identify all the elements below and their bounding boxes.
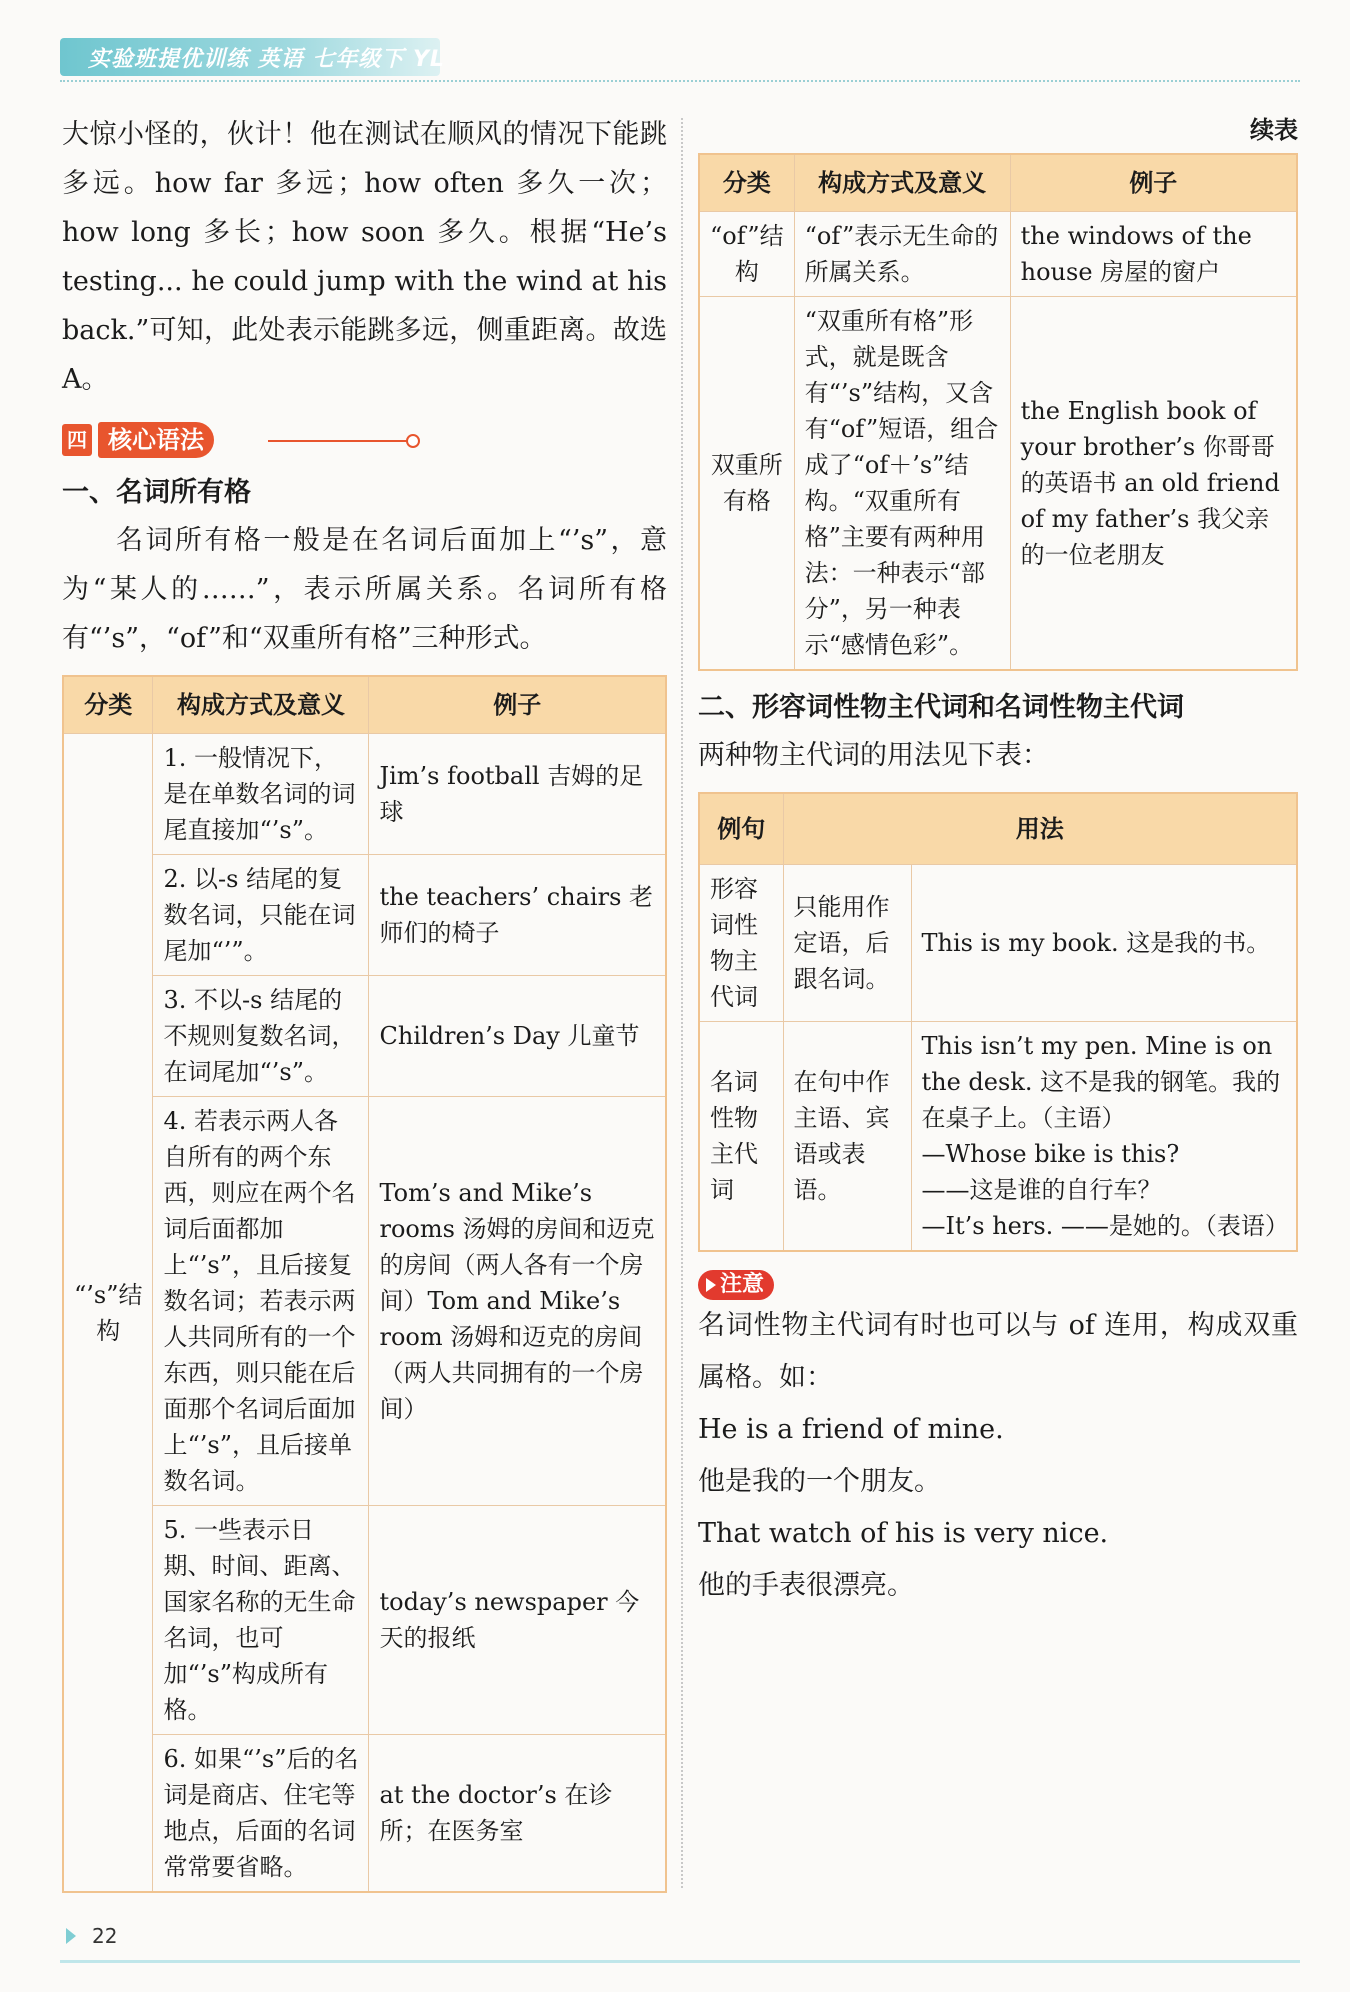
usage-cell: 在句中作主语、宾语或表语。 bbox=[783, 1022, 911, 1252]
table-header: 分类 bbox=[63, 676, 153, 734]
possessive-table bbox=[62, 675, 667, 1893]
continued-table bbox=[698, 153, 1298, 671]
category-cell: 双重所有格 bbox=[699, 297, 794, 671]
intro-paragraph: 大惊小怪的，伙计！他在测试在顺风的情况下能跳多远。how far 多远；how often 多久一次；how long 多长；how soon 多久。根据“He’s testing... he could jump with the wind at his back.”可知，此处表示能跳多远，侧重距离。故选 A。 bbox=[62, 119, 667, 395]
category-cell: “of”结构 bbox=[699, 212, 794, 297]
table-row bbox=[63, 855, 666, 976]
table-header: 用法 bbox=[783, 793, 1297, 865]
continued-label: 续表 bbox=[1250, 116, 1298, 144]
example-cell bbox=[911, 1022, 1297, 1252]
example-cell: Jim’s football 吉姆的足球 bbox=[369, 734, 666, 855]
table-row bbox=[699, 1022, 1297, 1252]
example-line: —Whose bike is this? bbox=[921, 1140, 1180, 1168]
rule-cell: 1. 一般情况下，是在单数名词的词尾直接加“’s”。 bbox=[153, 734, 369, 855]
column-divider bbox=[681, 118, 683, 1888]
example-cell: Children’s Day 儿童节 bbox=[369, 976, 666, 1097]
example-cell: the windows of the house 房屋的窗户 bbox=[1010, 212, 1297, 297]
rule-cell: “双重所有格”形式，就是既含有“’s”结构，又含有“of”短语，组合成了“of＋’s”结构。“双重所有格”主要有两种用法：一种表示“部分”，另一种表示“感情色彩”。 bbox=[794, 297, 1010, 671]
table-row bbox=[63, 1735, 666, 1893]
rule-cell: 5. 一些表示日期、时间、距离、国家名称的无生命名词，也可加“’s”构成所有格。 bbox=[153, 1506, 369, 1735]
table-row bbox=[63, 734, 666, 855]
table-header: 例子 bbox=[1010, 154, 1297, 212]
note-line: He is a friend of mine. bbox=[698, 1414, 1004, 1445]
section2-title: 二、形容词性物主代词和名词性物主代词 bbox=[698, 692, 1184, 723]
note-tag-label: 注意 bbox=[720, 1272, 765, 1297]
table-row bbox=[63, 1097, 666, 1506]
table-header: 例子 bbox=[369, 676, 666, 734]
table-row bbox=[699, 297, 1297, 671]
left-column bbox=[62, 110, 667, 1893]
page-marker-icon bbox=[66, 1928, 76, 1944]
example-cell: the English book of your brother’s 你哥哥的英语书 an old friend of my father’s 我父亲的一位老朋友 bbox=[1010, 297, 1297, 671]
note-line: That watch of his is very nice. bbox=[698, 1518, 1109, 1549]
core-grammar-heading bbox=[62, 418, 667, 464]
example-cell: at the doctor’s 在诊所；在医务室 bbox=[369, 1735, 666, 1893]
rule-cell: 6. 如果“’s”后的名词是商店、住宅等地点，后面的名词常常要省略。 bbox=[153, 1735, 369, 1893]
example-line: This isn’t my pen. Mine is on the desk. 这不是我的钢笔。我的在桌子上。（主语） bbox=[921, 1032, 1281, 1132]
rule-cell: “of”表示无生命的所属关系。 bbox=[794, 212, 1010, 297]
section1-title: 一、名词所有格 bbox=[62, 477, 251, 508]
rule-cell: 4. 若表示两人各自所有的两个东西，则应在两个名词后面都加上“’s”，且后接复数名词；若表示两人共同所有的一个东西，则只能在后面那个名词后面加上“’s”，且后接单数名词。 bbox=[153, 1097, 369, 1506]
core-line-decoration bbox=[268, 440, 408, 442]
usage-cell: 只能用作定语，后跟名词。 bbox=[783, 865, 911, 1022]
category-cell: 形容词性物主代词 bbox=[699, 865, 783, 1022]
header-title: 实验班提优训练 英语 七年级下 YL bbox=[88, 47, 445, 72]
core-badge-icon: 四 bbox=[62, 424, 92, 456]
note-line: 名词性物主代词有时也可以与 of 连用，构成双重属格。如： bbox=[698, 1310, 1298, 1393]
rule-cell: 2. 以-s 结尾的复数名词，只能在词尾加“’”。 bbox=[153, 855, 369, 976]
right-column bbox=[698, 110, 1298, 1612]
example-line: ——这是谁的自行车？ bbox=[921, 1176, 1162, 1204]
example-line: This is my book. 这是我的书。 bbox=[921, 929, 1271, 957]
table-header: 构成方式及意义 bbox=[794, 154, 1010, 212]
example-cell: Tom’s and Mike’s rooms 汤姆的房间和迈克的房间（两人各有一个房间）Tom and Mike’s room 汤姆和迈克的房间（两人共同拥有的一个房间） bbox=[369, 1097, 666, 1506]
table-header-row bbox=[63, 676, 666, 734]
section2-intro: 两种物主代词的用法见下表： bbox=[698, 740, 1049, 771]
rule-cell: 3. 不以-s 结尾的不规则复数名词，在词尾加“’s”。 bbox=[153, 976, 369, 1097]
table-row bbox=[63, 1506, 666, 1735]
table-header: 构成方式及意义 bbox=[153, 676, 369, 734]
category-cell: “’s”结构 bbox=[63, 734, 153, 1893]
play-icon bbox=[706, 1278, 716, 1292]
core-label: 核心语法 bbox=[98, 422, 214, 458]
example-cell bbox=[911, 865, 1297, 1022]
table-row bbox=[699, 865, 1297, 1022]
note-tag bbox=[698, 1270, 774, 1300]
table-row bbox=[63, 976, 666, 1097]
table-row bbox=[699, 212, 1297, 297]
note-line: 他的手表很漂亮。 bbox=[698, 1570, 914, 1601]
example-line: —It’s hers. ——是她的。（表语） bbox=[921, 1212, 1289, 1240]
core-dot-icon bbox=[406, 434, 420, 448]
footer-divider bbox=[60, 1960, 1300, 1963]
example-cell: today’s newspaper 今天的报纸 bbox=[369, 1506, 666, 1735]
table-header-row bbox=[699, 154, 1297, 212]
section1-intro: 名词所有格一般是在名词后面加上“’s”，意为“某人的……”，表示所属关系。名词所有格有“’s”，“of”和“双重所有格”三种形式。 bbox=[62, 525, 667, 654]
page-number: 22 bbox=[92, 1924, 118, 1948]
table-header-row bbox=[699, 793, 1297, 865]
example-cell: the teachers’ chairs 老师们的椅子 bbox=[369, 855, 666, 976]
header-divider bbox=[60, 80, 1300, 83]
table-header: 分类 bbox=[699, 154, 794, 212]
pronoun-table bbox=[698, 792, 1298, 1252]
category-cell: 名词性物主代词 bbox=[699, 1022, 783, 1252]
table-header: 例句 bbox=[699, 793, 783, 865]
note-line: 他是我的一个朋友。 bbox=[698, 1466, 941, 1497]
